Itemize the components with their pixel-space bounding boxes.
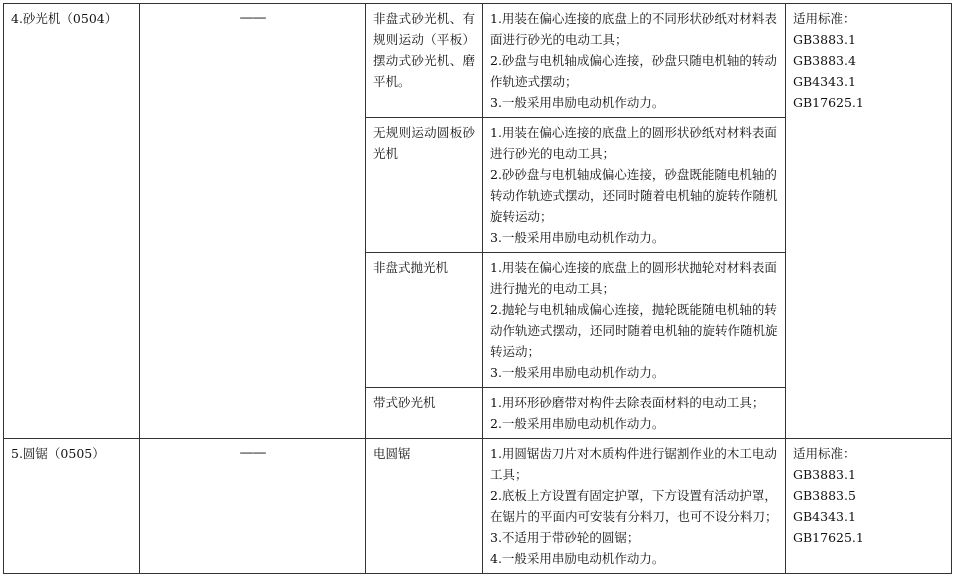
- standard-code: GB3883.1: [793, 467, 856, 482]
- description-cell: [483, 388, 786, 439]
- description-line: 2.一般采用串励电动机作动力。: [490, 416, 665, 431]
- subtype-name-cell: 无规则运动圆板砂光机: [366, 118, 483, 253]
- description-line: 4.一般采用串励电动机作动力。: [490, 551, 665, 566]
- standard-code: GB4343.1: [793, 74, 856, 89]
- description-line: 1.用圆锯齿刀片对木质构件进行锯割作业的木工电动工具；: [490, 446, 777, 482]
- table-row: [4, 4, 952, 118]
- description-line: 3.一般采用串励电动机作动力。: [490, 230, 665, 245]
- category-code-cell: 4.砂光机（0504）: [4, 4, 140, 439]
- standard-code: GB4343.1: [793, 509, 856, 524]
- description-line: 3.不适用于带砂轮的圆锯；: [490, 530, 640, 545]
- description-cell: [483, 253, 786, 388]
- standards-heading: 适用标准：: [793, 446, 856, 461]
- description-line: 2.抛轮与电机轴成偏心连接，抛轮既能随电机轴的转动作轨迹式摆动，还同时随着电机轴的旋转作随机旋转运动；: [490, 302, 778, 359]
- subtype-name-cell: 非盘式砂光机、有规则运动（平板）摆动式砂光机、磨平机。: [366, 4, 483, 118]
- subtype-name-cell: 非盘式抛光机: [366, 253, 483, 388]
- subtype-name-cell: 电圆锯: [366, 439, 483, 574]
- description-line: 2.砂盘与电机轴成偏心连接，砂盘只随电机轴的转动作轨迹式摆动；: [490, 53, 777, 89]
- description-line: 1.用装在偏心连接的底盘上的圆形状抛轮对材料表面进行抛光的电动工具；: [490, 260, 777, 296]
- category-code-cell: 5.圆锯（0505）: [4, 439, 140, 574]
- description-line: 1.用装在偏心连接的底盘上的圆形状砂纸对材料表面进行砂光的电动工具；: [490, 125, 777, 161]
- standard-code: GB3883.4: [793, 53, 856, 68]
- standard-code: GB3883.5: [793, 488, 856, 503]
- standards-cell: [786, 439, 952, 574]
- subtype-name-cell: 带式砂光机: [366, 388, 483, 439]
- description-line: 1.用装在偏心连接的底盘上的不同形状砂纸对材料表面进行砂光的电动工具；: [490, 11, 777, 47]
- description-line: 2.底板上方设置有固定护罩，下方设置有活动护罩，在锯片的平面内可安装有分料刀，也可不设分料刀；: [490, 488, 778, 524]
- dash-cell: ——: [140, 4, 366, 439]
- description-line: 3.一般采用串励电动机作动力。: [490, 95, 665, 110]
- table-row: [4, 439, 952, 574]
- description-line: 3.一般采用串励电动机作动力。: [490, 365, 665, 380]
- dash-cell: ——: [140, 439, 366, 574]
- standard-code: GB3883.1: [793, 32, 856, 47]
- standards-heading: 适用标准：: [793, 11, 856, 26]
- standard-code: GB17625.1: [793, 95, 864, 110]
- description-line: 1.用环形砂磨带对构件去除表面材料的电动工具；: [490, 395, 765, 410]
- standards-table: [3, 3, 952, 574]
- description-cell: [483, 439, 786, 574]
- description-cell: [483, 4, 786, 118]
- standards-cell: [786, 4, 952, 439]
- description-line: 2.砂砂盘与电机轴成偏心连接，砂盘既能随电机轴的转动作轨迹式摆动，还同时随着电机轴的旋转作随机旋转运动；: [490, 167, 778, 224]
- standard-code: GB17625.1: [793, 530, 864, 545]
- description-cell: [483, 118, 786, 253]
